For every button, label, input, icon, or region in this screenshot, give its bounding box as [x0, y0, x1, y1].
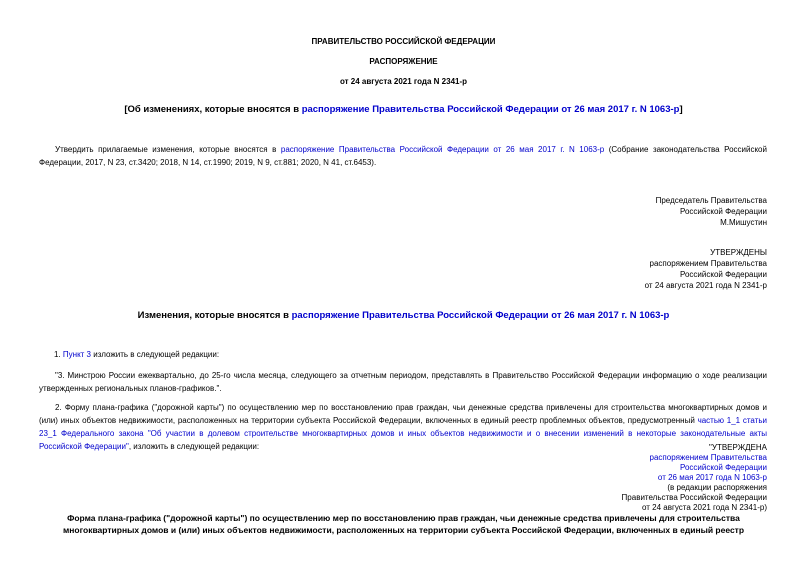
changes-title	[0, 310, 807, 321]
main-paragraph	[39, 143, 767, 169]
para1-text: Утвердить прилагаемые изменения, которые вносятся в	[55, 145, 281, 154]
approved2-line7: от 24 августа 2021 года N 2341-р)	[641, 503, 767, 512]
signature-title: Председатель Правительства	[655, 196, 767, 205]
item2-text: 2. Форму плана-графика ("дорожной карты") по осуществлению мер по восстановлению прав граждан, чьи денежные средства привлечены для строительства многоквартирных домов и (или) иных объектов недвижимости, расположенных на территории субъекта Российской Федерации, включенных в единый реестр проблемных объектов, предусмотренный	[39, 403, 767, 425]
item-1	[54, 350, 219, 359]
approved2-line5: (в редакции распоряжения	[667, 483, 767, 492]
approved2-line3[interactable]: Российской Федерации	[680, 463, 767, 472]
changes-title-link[interactable]: распоряжение Правительства Российской Федерации от 26 мая 2017 г. N 1063-р	[291, 310, 670, 321]
approved-line4: от 24 августа 2021 года N 2341-р	[644, 281, 767, 290]
signature-org: Российской Федерации	[680, 207, 767, 216]
subject-suffix: ]	[679, 104, 683, 115]
item1-number: 1.	[54, 350, 63, 359]
item-1-quote: "3. Минстрою России ежеквартально, до 25-го числа месяца, следующего за отчетным периодом, представлять в Правительство Российской Федерации информацию о ходе реализации утвержденных региональных планов-графиков.".	[39, 371, 767, 393]
form-title-line1: Форма плана-графика ("дорожной карты") по осуществлению мер по восстановлению прав граждан, чьи денежные средства привлечены для строительства	[67, 513, 740, 523]
item2-link[interactable]: частью 1_1 статьи 23_1 Федерального закона "Об участии в долевом строительстве многоквартирных домов и иных объектов недвижимости и о внесении изменений в некоторые законодательные акты Российской Федерации"	[39, 416, 768, 451]
approved-line2: распоряжением Правительства	[649, 259, 767, 268]
government-heading: ПРАВИТЕЛЬСТВО РОССИЙСКОЙ ФЕДЕРАЦИИ	[311, 37, 496, 46]
document-kind: РАСПОРЯЖЕНИЕ	[369, 57, 438, 66]
approved2-heading: "УТВЕРЖДЕНА	[709, 443, 767, 452]
item1-text: изложить в следующей редакции:	[91, 350, 220, 359]
approved-heading: УТВЕРЖДЕНЫ	[710, 248, 767, 257]
subject-prefix: [Об изменениях, которые вносятся в	[124, 104, 302, 115]
document-date: от 24 августа 2021 года N 2341-р	[339, 77, 468, 86]
approved-line3: Российской Федерации	[680, 270, 767, 279]
approved2-line4[interactable]: от 26 мая 2017 года N 1063-р	[657, 473, 767, 482]
para1-link[interactable]: распоряжение Правительства Российской Федерации от 26 мая 2017 г. N 1063-р	[280, 145, 605, 154]
document-subject	[0, 104, 807, 115]
item2-tail: , изложить в следующей редакции:	[128, 442, 260, 451]
item1-link[interactable]: Пункт 3	[62, 350, 91, 359]
approved2-line2[interactable]: распоряжением Правительства	[649, 453, 767, 462]
signature-name: М.Мишустин	[720, 218, 767, 227]
form-title-line2: многоквартирных домов и (или) иных объектов недвижимости, расположенных на территории субъекта Российской Федерации, включенных в единый реестр	[62, 525, 745, 535]
approved2-line6: Правительства Российской Федерации	[621, 493, 767, 502]
subject-link[interactable]: распоряжение Правительства Российской Федерации от 26 мая 2017 г. N 1063-р	[301, 104, 680, 115]
item-2	[39, 401, 767, 453]
para1-tail: (Собрание законодательства Российской Федерации, 2017, N 23, ст.3420; 2018, N 14, ст.1990; 2019, N 9, ст.881; 2020, N 41, ст.6453).	[39, 145, 767, 167]
changes-title-text: Изменения, которые вносятся в	[137, 310, 292, 321]
